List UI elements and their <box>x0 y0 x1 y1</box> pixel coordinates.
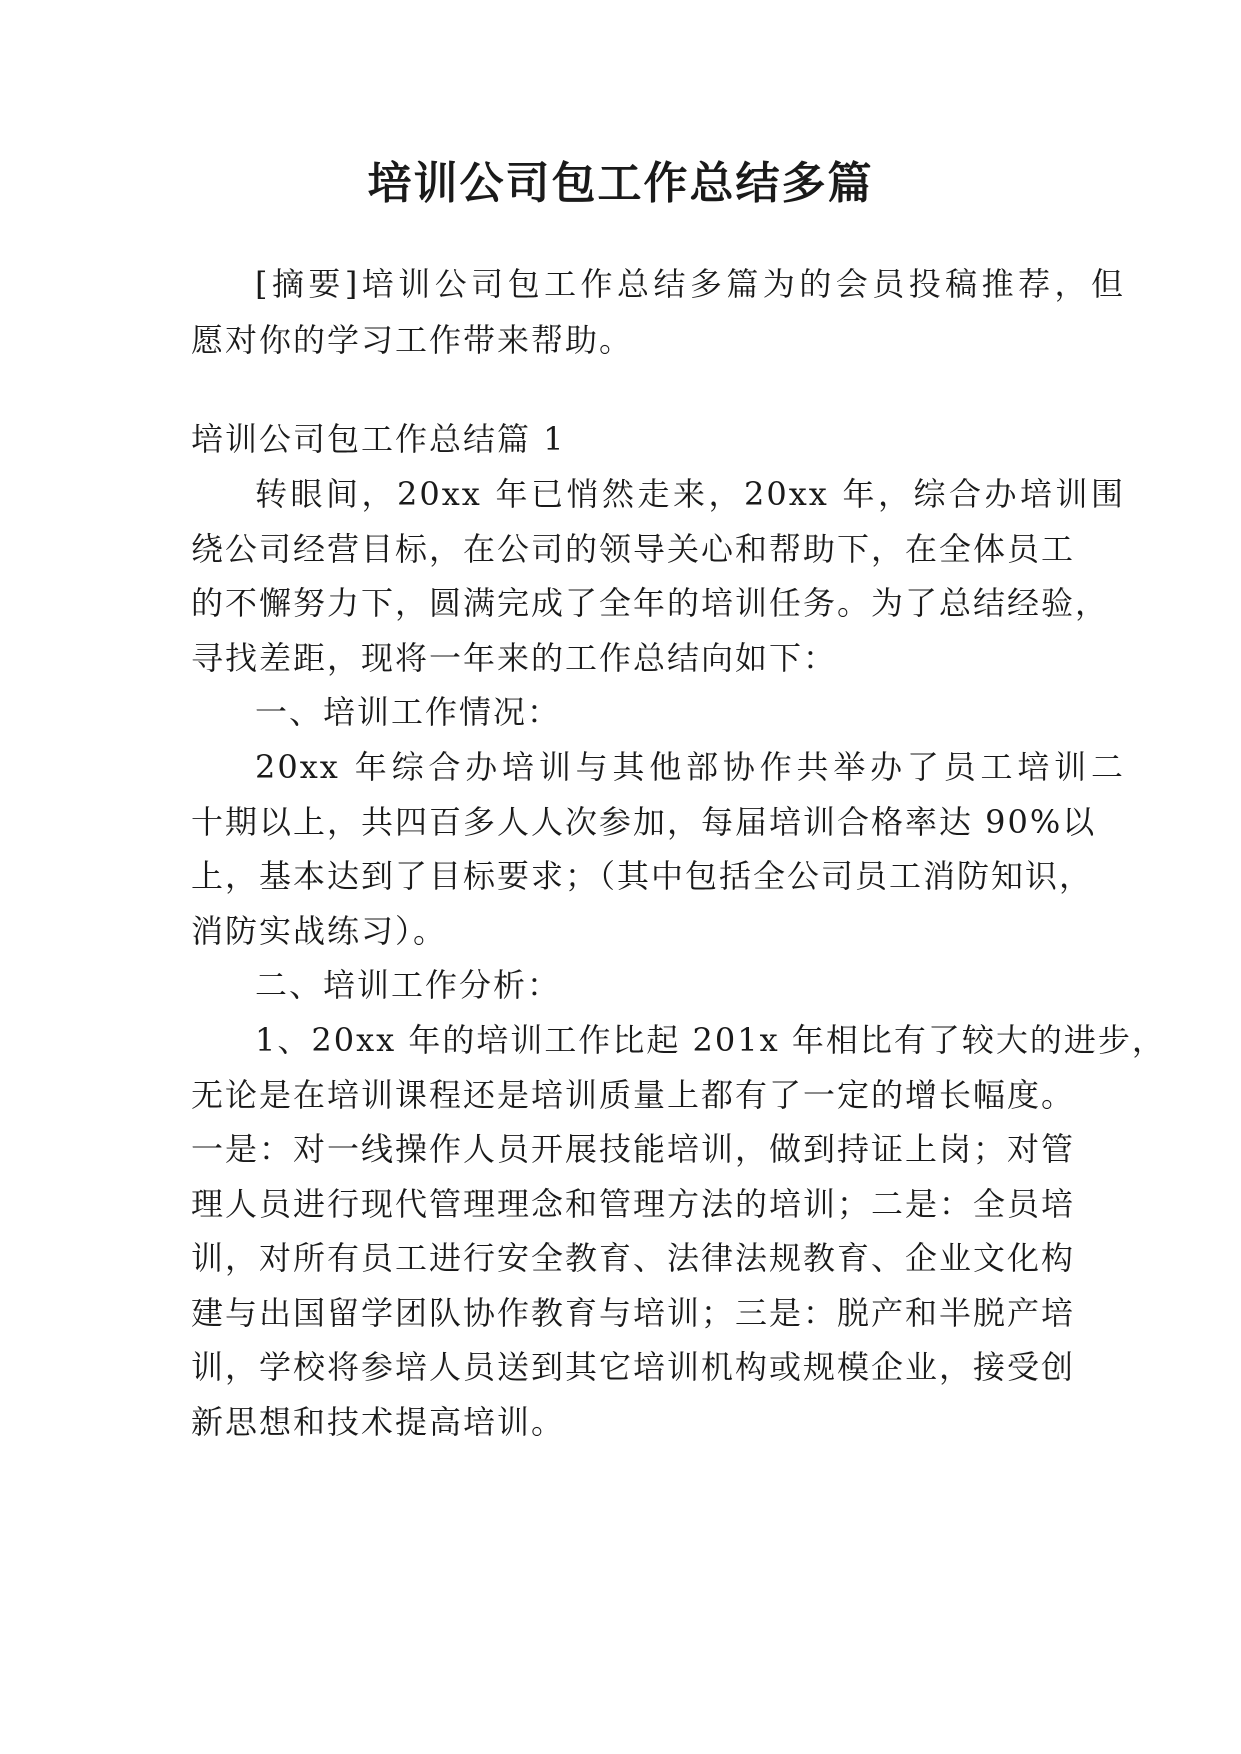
paragraph-line: 训，对所有员工进行安全教育、法律法规教育、企业文化构 <box>191 1239 1076 1277</box>
paragraph-line: 1、20xx 年的培训工作比起 201x 年相比有了较大的进步， <box>255 1021 1166 1059</box>
paragraph-line: 一是：对一线操作人员开展技能培训，做到持证上岗；对管 <box>191 1130 1076 1168</box>
subheading-1: 一、培训工作情况： <box>255 693 562 731</box>
paragraph-line: 寻找差距，现将一年来的工作总结向如下： <box>191 639 838 677</box>
paragraph-line: 消防实战练习）。 <box>191 912 448 950</box>
paragraph-line: 新思想和技术提高培训。 <box>191 1403 566 1441</box>
document-title: 培训公司包工作总结多篇 <box>367 158 874 209</box>
paragraph-line: 上，基本达到了目标要求；（其中包括全公司员工消防知识， <box>191 857 1094 895</box>
paragraph-line: 20xx 年综合办培训与其他部协作共举办了员工培训二 <box>255 748 1125 786</box>
paragraph-line: 理人员进行现代管理理念和管理方法的培训；二是：全员培 <box>191 1185 1076 1223</box>
paragraph-line: 十期以上，共四百多人人次参加，每届培训合格率达 90%以 <box>191 803 1097 841</box>
paragraph-line: 建与出国留学团队协作教育与培训；三是：脱产和半脱产培 <box>191 1294 1076 1332</box>
paragraph-line: 无论是在培训课程还是培训质量上都有了一定的增长幅度。 <box>191 1076 1076 1114</box>
paragraph-line: 转眼间，20xx 年已悄然走来，20xx 年，综合办培训围 <box>255 475 1125 513</box>
section-heading-1: 培训公司包工作总结篇 1 <box>191 420 566 458</box>
abstract-line-1: [摘要]培训公司包工作总结多篇为的会员投稿推荐，但 <box>255 265 1125 303</box>
paragraph-line: 的不懈努力下，圆满完成了全年的培训任务。为了总结经验， <box>191 584 1110 622</box>
paragraph-line: 绕公司经营目标，在公司的领导关心和帮助下，在全体员工 <box>191 530 1076 568</box>
subheading-2: 二、培训工作分析： <box>255 966 562 1004</box>
paragraph-line: 训，学校将参培人员送到其它培训机构或规模企业，接受创 <box>191 1348 1076 1386</box>
abstract-line-2: 愿对你的学习工作带来帮助。 <box>191 321 634 359</box>
